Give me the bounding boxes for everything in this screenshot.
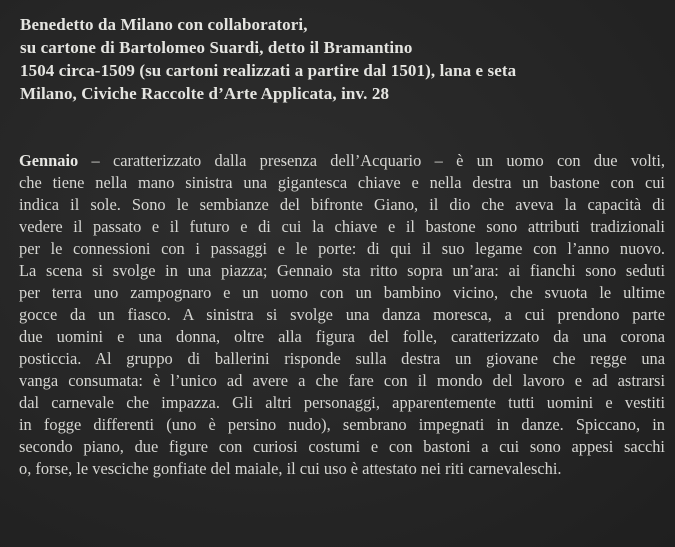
description-line: vanga consumata: è l’unico ad avere a che fare con il mondo del lavoro e ad astrarsi bbox=[19, 371, 665, 390]
description-line: per le connessioni con i passaggi e le porte: di qui il suo legame con l’anno nuovo. bbox=[19, 239, 665, 258]
description-line: La scena si svolge in una piazza; Gennaio sta ritto sopra un’ara: ai fianchi sono seduti bbox=[19, 261, 665, 280]
credit-line-date-material: 1504 circa-1509 (su cartoni realizzati a partire dal 1501), lana e seta bbox=[20, 61, 517, 80]
description-line: gocce da un fiasco. A sinistra si svolge una danza moresca, a cui prendono parte bbox=[19, 305, 665, 324]
month-title: Gennaio bbox=[19, 151, 79, 170]
credit-line-author: Benedetto da Milano con collaboratori, bbox=[20, 15, 308, 34]
description-line-last: o, forse, le vesciche gonfiate del maiale, il cui uso è attestato nei riti carnevaleschi. bbox=[19, 459, 562, 478]
description-line: indica il sole. Sono le sembianze del bifronte Giano, il dio che aveva la capacità di bbox=[19, 195, 665, 214]
description-text bbox=[19, 150, 665, 480]
credit-line-cartoon: su cartone di Bartolomeo Suardi, detto il Bramantino bbox=[20, 38, 413, 57]
description-line: due uomini e una donna, oltre alla figura del folle, caratterizzato da una corona bbox=[19, 327, 665, 346]
description-line-first-rest: – caratterizzato dalla presenza dell’Acquario – è un uomo con due volti, bbox=[78, 151, 665, 170]
description-line: secondo piano, due figure con curiosi costumi e con bastoni a cui sono appesi sacchi bbox=[19, 437, 665, 456]
description-line: dal carnevale che impazza. Gli altri personaggi, apparentemente tutti uomini e vestiti bbox=[19, 393, 665, 412]
description-line: vedere il passato e il futuro e di cui la chiave e il bastone sono attributi tradizionali bbox=[19, 217, 665, 236]
credit-line-collection: Milano, Civiche Raccolte d’Arte Applicata, inv. 28 bbox=[20, 84, 390, 103]
artwork-credits bbox=[20, 13, 665, 105]
description-line: per terra uno zampognaro e un uomo con un bambino vicino, che svuota le ultime bbox=[19, 283, 665, 302]
description-line: che tiene nella mano sinistra una gigantesca chiave e nella destra un bastone con cui bbox=[19, 173, 665, 192]
description-line: in fogge differenti (uno è persino nudo), sembrano impegnati in danze. Spiccano, in bbox=[19, 415, 665, 434]
description-line: posticcia. Al gruppo di ballerini risponde sulla destra un giovane che regge una bbox=[19, 349, 665, 368]
description-line bbox=[19, 150, 665, 172]
